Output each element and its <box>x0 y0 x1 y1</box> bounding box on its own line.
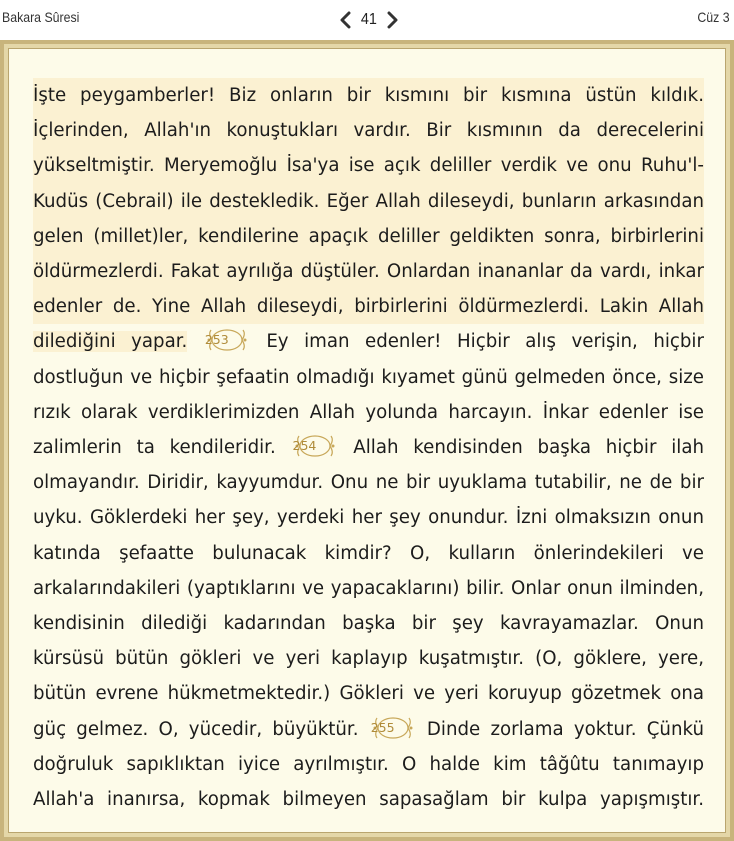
page-navigator <box>338 6 400 34</box>
text-line <box>33 254 704 289</box>
verse-number: 253 <box>204 332 229 348</box>
surah-title: Bakara Sûresi <box>2 9 80 25</box>
text-segment: öldürmezlerdi. Fakat ayrılığa düştüler. Onlardan inananlar da vardı, inkar <box>33 261 704 283</box>
text-line <box>33 747 704 782</box>
next-page-button[interactable] <box>386 9 400 31</box>
text-segment: yükseltmiştir. Meryemoğlu İsa'ya ise açık deliller verdik ve onu Ruhu'l- <box>33 155 704 177</box>
text-segment: kendisinin dilediği kadarından başka bir şey kavrayamazlar. Onun <box>33 613 704 635</box>
text-line <box>33 606 704 641</box>
verse-number: 254 <box>292 438 317 454</box>
text-line <box>33 360 704 395</box>
text-line <box>33 148 704 183</box>
verse-number-marker[interactable] <box>205 327 249 353</box>
text-line <box>33 219 704 254</box>
text-line <box>33 430 704 465</box>
chevron-left-icon <box>339 11 351 29</box>
text-segment: dilediğini yapar. <box>33 331 188 353</box>
text-segment: İçlerinden, Allah'ın konuştukları vardır. Bir kısmının da derecelerini <box>33 120 704 142</box>
text-line <box>33 500 704 535</box>
page-frame-inner <box>4 44 730 837</box>
text-line <box>33 676 704 711</box>
text-segment: zalimlerin ta kendileridir. <box>33 437 276 459</box>
text-segment: Dinde zorlama yoktur. Çünkü <box>426 718 704 740</box>
text-line <box>33 712 704 747</box>
top-bar <box>0 0 734 40</box>
text-segment: dostluğun ve hiçbir şefaatin olmadığı kıyamet günü gelmeden önce, size <box>33 366 704 388</box>
text-segment: Allah kendisinden başka hiçbir ilah <box>353 437 704 459</box>
text-line <box>33 782 704 817</box>
text-segment: uyku. Göklerdeki her şey, yerdeki her şey onundur. İzni olmaksızın onun <box>33 507 704 529</box>
text-line <box>33 571 704 606</box>
verse-number-marker[interactable] <box>371 715 415 741</box>
cuz-label: Cüz 3 <box>697 9 730 25</box>
text-segment: rızık olarak verdiklerimizden Allah yolunda harcayın. İnkar edenler ise <box>33 401 704 423</box>
text-segment: katında şefaatte bulunacak kimdir? O, kulların önlerindekileri ve <box>33 542 704 564</box>
text-segment: olmayandır. Diridir, kayyumdur. Onu ne bir uyuklama tutabilir, ne de bir <box>33 472 704 494</box>
page-number: 41 <box>360 11 377 28</box>
verse-number: 255 <box>370 719 395 735</box>
text-line <box>33 324 704 359</box>
meal-text <box>33 78 704 817</box>
text-line <box>33 289 704 324</box>
text-segment: bütün evrene hükmetmektedir.) Gökleri ve yeri koruyup gözetmek ona <box>33 683 704 705</box>
text-segment: güç gelmez. O, yücedir, büyüktür. <box>33 718 359 740</box>
text-line <box>33 536 704 571</box>
text-segment: Ey iman edenler! Hiçbir alış verişin, hiçbir <box>266 331 704 353</box>
text-segment: Kudüs (Cebrail) ile destekledik. Eğer Allah dileseydi, bunların arkasından <box>33 190 704 212</box>
text-segment: arkalarındakileri (yaptıklarını ve yapacaklarını) bilir. Onlar onun ilminden, <box>33 577 704 599</box>
text-line <box>33 395 704 430</box>
text-segment: edenler de. Yine Allah dileseydi, birbirlerini öldürmezlerdi. Lakin Allah <box>33 296 704 318</box>
text-line <box>33 641 704 676</box>
text-segment: kürsüsü bütün gökleri ve yeri kaplayıp kuşatmıştır. (O, göklere, yere, <box>33 648 704 670</box>
mushaf-page <box>8 48 726 833</box>
verse-number-marker[interactable] <box>293 433 337 459</box>
page-frame <box>0 40 734 841</box>
text-line <box>33 465 704 500</box>
chevron-right-icon <box>387 11 399 29</box>
text-segment: gelen (millet)ler, kendilerine apaçık deliller geldikten sonra, birbirlerini <box>33 225 704 247</box>
text-segment: doğruluk sapıklıktan iyice ayrılmıştır. O halde kim tâğûtu tanımayıp <box>33 753 704 775</box>
text-line <box>33 113 704 148</box>
text-line <box>33 184 704 219</box>
text-line <box>33 78 704 113</box>
previous-page-button[interactable] <box>338 9 352 31</box>
text-segment: İşte peygamberler! Biz onların bir kısmını bir kısmına üstün kıldık. <box>33 85 704 106</box>
text-segment: Allah'a inanırsa, kopmak bilmeyen sapasağlam bir kulpa yapışmıştır. <box>33 789 704 811</box>
